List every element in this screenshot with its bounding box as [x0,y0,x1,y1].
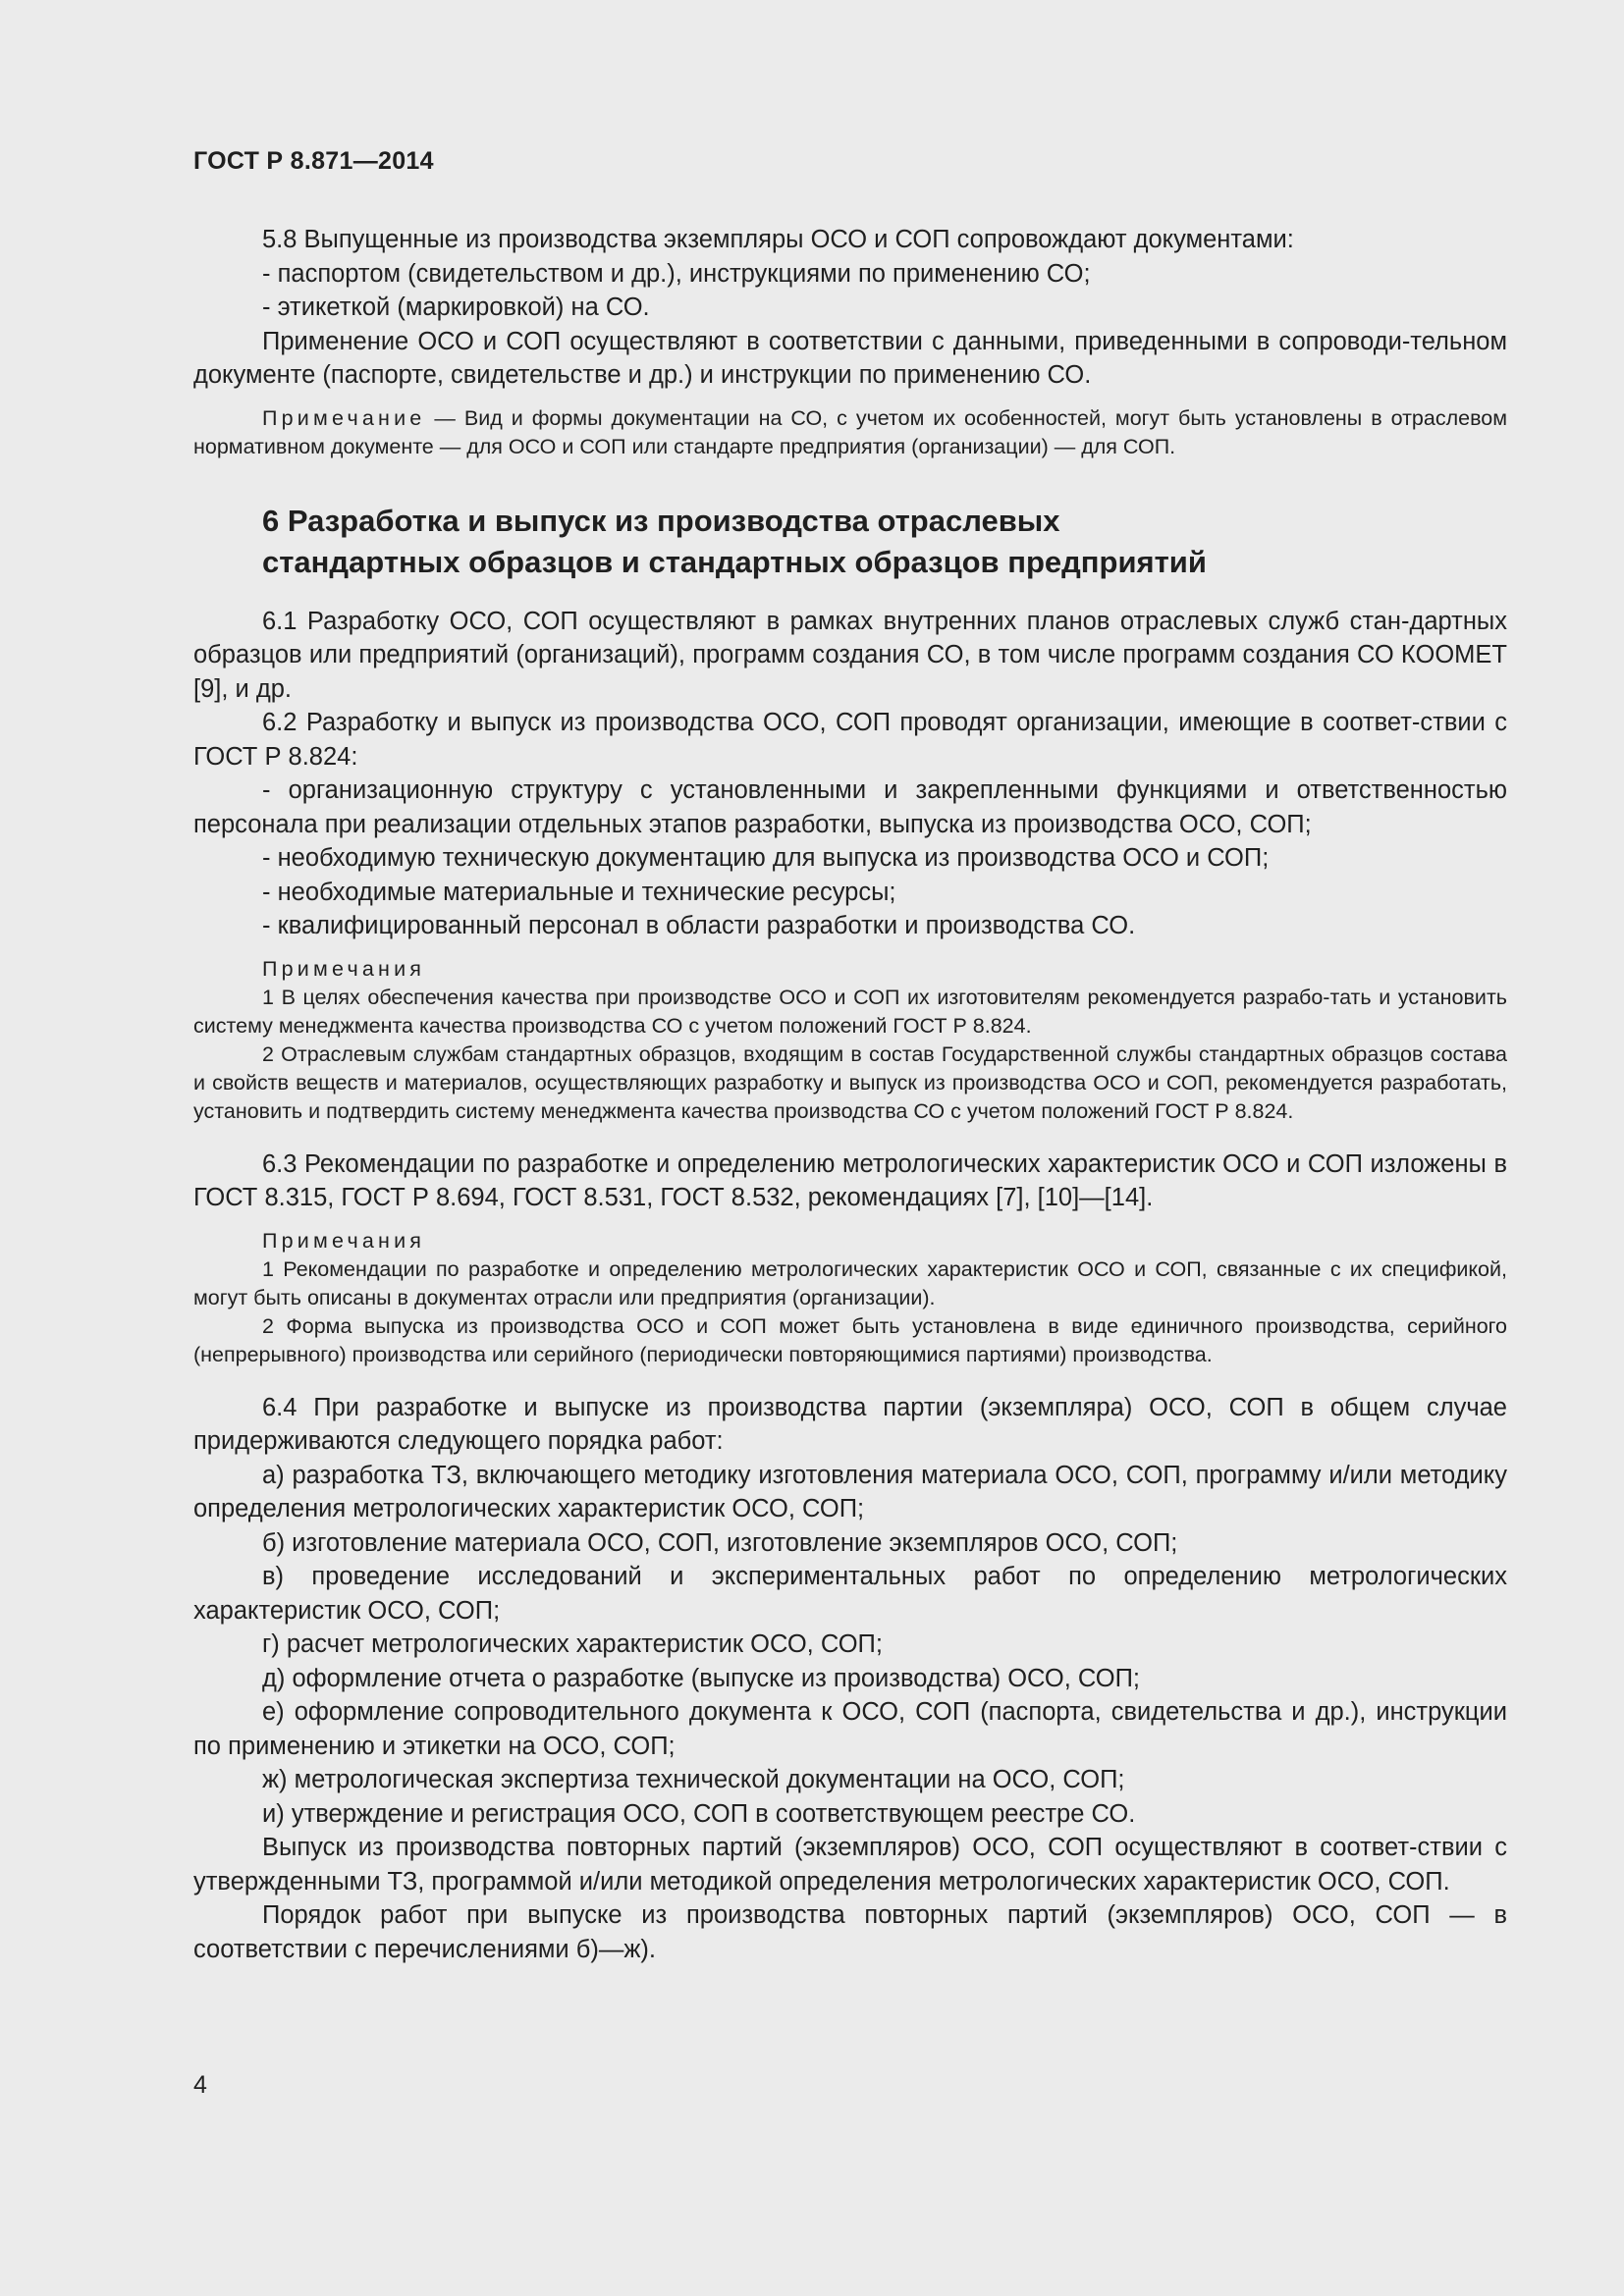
list-item: е) оформление сопроводительного документа к ОСО, СОП (паспорта, свидетельства и др.), инструкции по применению и этикетки на ОСО, СОП; [193,1698,1507,1760]
note: 1 Рекомендации по разработке и определению метрологических характеристик ОСО и СОП, связанные с их спецификой, могут быть описаны в документах отрасли или предприятия (организации). [193,1256,1507,1309]
paragraph: Выпуск из производства повторных партий (экземпляров) ОСО, СОП осуществляют в соответ-ствии с утвержденными ТЗ, программой и/или методикой определения метрологических характеристик ОСО, СОП. [193,1834,1507,1896]
note-label: Примечание [262,405,426,430]
document-header: ГОСТ Р 8.871—2014 [193,147,434,175]
list-item: - необходимые материальные и технические ресурсы; [262,878,896,906]
list-item: - необходимую техническую документацию для выпуска из производства ОСО и СОП; [262,844,1270,872]
paragraph-5-8: 5.8 Выпущенные из производства экземпляры ОСО и СОП сопровождают документами: [262,226,1294,253]
section-title-line: стандартных образцов и стандартных образцов предприятий [262,544,1207,579]
paragraph: Порядок работ при выпуске из производства повторных партий (экземпляров) ОСО, СОП — в соответствии с перечислениями б)—ж). [193,1901,1507,1963]
page-number: 4 [193,2071,207,2099]
note-text: — Вид и формы документации на СО, с учетом их особенностей, могут быть установлены в отраслевом нормативном документе — для ОСО и СОП или стандарте предприятия (организации) — для СОП. [193,405,1507,458]
list-item: г) расчет метрологических характеристик ОСО, СОП; [262,1630,883,1658]
list-item: а) разработка ТЗ, включающего методику изготовления материала ОСО, СОП, программу и/или методику определения метрологических характеристик ОСО, СОП; [193,1461,1507,1522]
paragraph-6-1: 6.1 Разработку ОСО, СОП осуществляют в рамках внутренних планов отраслевых служб стан-дартных образцов или предприятий (организаций), программ создания СО, в том числе программ создания СО КООМЕТ [9], и др. [193,607,1507,703]
notes-title: Примечания [262,956,426,981]
document-body [193,223,1507,1966]
note: 2 Форма выпуска из производства ОСО и СОП может быть установлена в виде единичного производства, серийного (непрерывного) производства или серийного (периодически повторяющимися партиями) производства. [193,1313,1507,1366]
list-item: и) утверждение и регистрация ОСО, СОП в соответствующем реестре СО. [262,1799,1136,1828]
paragraph-6-4: 6.4 При разработке и выпуске из производства партии (экземпляра) ОСО, СОП в общем случае придерживаются следующего порядка работ: [193,1393,1507,1455]
note: 2 Отраслевым службам стандартных образцов, входящим в состав Государственной службы стандартных образцов состава и свойств веществ и материалов, осуществляющих разработку и выпуск из производства ОСО и СОП, рекомендуется разработать, установить и подтвердить систему менеджмента качества производства СО с учетом положений ГОСТ Р 8.824. [193,1041,1507,1123]
list-item: - организационную структуру с установленными и закрепленными функциями и ответственностью персонала при реализации отдельных этапов разработки, выпуска из производства ОСО, СОП; [193,776,1507,838]
list-item: в) проведение исследований и экспериментальных работ по определению метрологических характеристик ОСО, СОП; [193,1563,1507,1625]
paragraph-6-2: 6.2 Разработку и выпуск из производства ОСО, СОП проводят организации, имеющие в соответ-ствии с ГОСТ Р 8.824: [193,709,1507,771]
list-item: б) изготовление материала ОСО, СОП, изготовление экземпляров ОСО, СОП; [262,1528,1178,1557]
notes-title: Примечания [262,1228,426,1253]
section-title-line: 6 Разработка и выпуск из производства отраслевых [262,503,1060,538]
list-item: - квалифицированный персонал в области разработки и производства СО. [262,912,1136,939]
list-item: ж) метрологическая экспертиза технической документации на ОСО, СОП; [262,1766,1125,1793]
list-item: - этикеткой (маркировкой) на СО. [262,294,650,321]
note: 1 В целях обеспечения качества при производстве ОСО и СОП их изготовителям рекомендуется разрабо-тать и установить систему менеджмента качества производства СО с учетом положений ГОСТ Р 8.824. [193,985,1507,1038]
note [193,404,1507,461]
paragraph: Применение ОСО и СОП осуществляют в соответствии с данными, приведенными в сопроводи-тельном документе (паспорте, свидетельстве и др.) и инструкции по применению СО. [193,327,1507,389]
paragraph-6-3: 6.3 Рекомендации по разработке и определению метрологических характеристик ОСО и СОП изложены в ГОСТ 8.315, ГОСТ Р 8.694, ГОСТ 8.531, ГОСТ 8.532, рекомендациях [7], [10]—[14]. [193,1149,1507,1211]
list-item: - паспортом (свидетельством и др.), инструкциями по применению СО; [262,259,1091,288]
list-item: д) оформление отчета о разработке (выпуске из производства) ОСО, СОП; [262,1664,1140,1692]
